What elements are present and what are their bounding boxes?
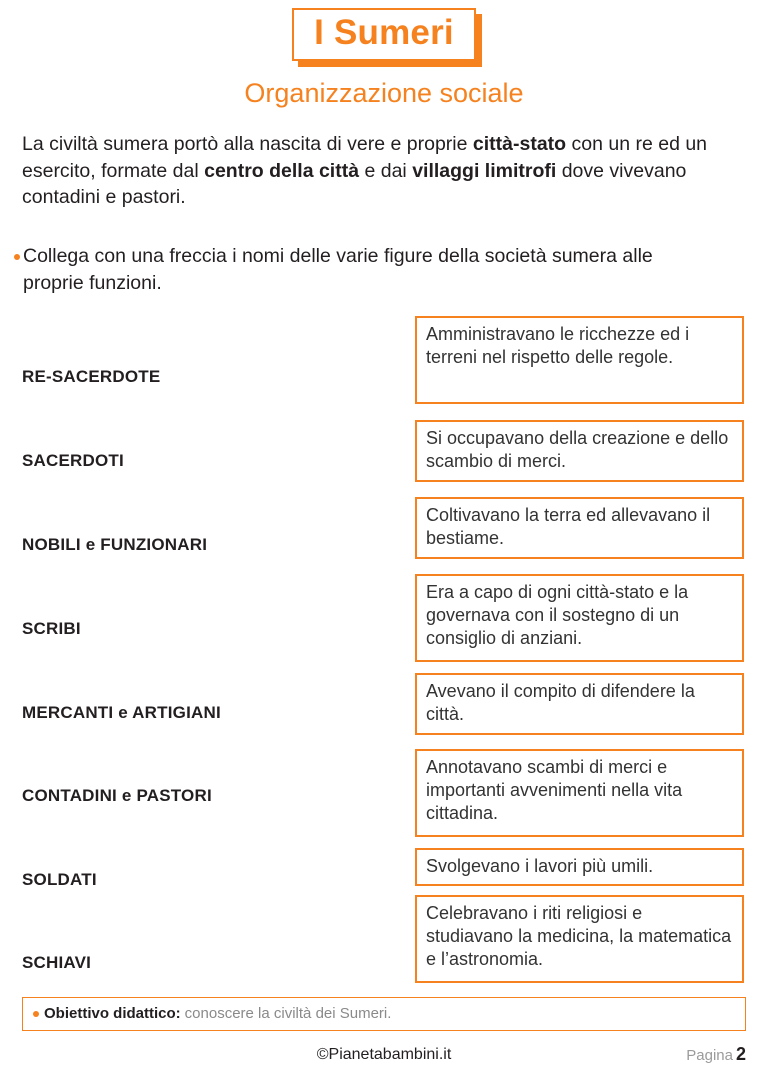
objective-label: Obiettivo didattico: bbox=[44, 1005, 181, 1022]
definition-box[interactable]: Celebravano i riti religiosi e studiavano la medicina, la matematica e l’astronomia. bbox=[415, 895, 744, 983]
page-number: 2 bbox=[735, 1044, 746, 1064]
intro-paragraph bbox=[22, 131, 748, 211]
term-label[interactable]: SACERDOTI bbox=[22, 451, 124, 470]
matching-exercise bbox=[0, 312, 768, 980]
intro-text: e dai bbox=[359, 159, 413, 182]
instruction-text: Collega con una freccia i nomi delle varie figure della società sumera alle proprie funzioni. bbox=[23, 245, 653, 294]
term-label[interactable]: RE-SACERDOTE bbox=[22, 367, 161, 386]
term-label[interactable]: SCHIAVI bbox=[22, 953, 92, 972]
intro-text: dove vivevano contadini e pastori. bbox=[22, 159, 687, 209]
term-label[interactable]: MERCANTI e ARTIGIANI bbox=[22, 703, 221, 722]
bullet-dot-icon bbox=[14, 254, 20, 260]
definition-box[interactable]: Amministravano le ricchezze ed i terreni nel rispetto delle regole. bbox=[415, 316, 744, 404]
page-subtitle: Organizzazione sociale bbox=[244, 78, 524, 108]
intro-emphasis: centro della città bbox=[204, 159, 360, 182]
definition-box[interactable]: Svolgevano i lavori più umili. bbox=[415, 848, 744, 886]
copyright-notice: ©Pianetabambini.it bbox=[316, 1046, 452, 1063]
title-box bbox=[292, 8, 476, 61]
term-label[interactable]: NOBILI e FUNZIONARI bbox=[22, 535, 208, 554]
instruction-row bbox=[14, 243, 714, 296]
definition-box[interactable]: Era a capo di ogni città-stato e la governava con il sostegno di un consiglio di anziani. bbox=[415, 574, 744, 662]
definition-box[interactable]: Avevano il compito di difendere la città. bbox=[415, 673, 744, 735]
page-indicator bbox=[686, 1044, 746, 1065]
bullet-dot-icon bbox=[33, 1011, 39, 1017]
intro-emphasis: villaggi limitrofi bbox=[412, 159, 557, 182]
term-label[interactable]: SOLDATI bbox=[22, 870, 97, 889]
term-label[interactable]: CONTADINI e PASTORI bbox=[22, 786, 212, 805]
term-label[interactable]: SCRIBI bbox=[22, 619, 81, 638]
definition-box[interactable]: Coltivavano la terra ed allevavano il bestiame. bbox=[415, 497, 744, 559]
title-box-wrapper bbox=[292, 8, 476, 61]
page-header bbox=[0, 8, 768, 61]
intro-text: con un re ed un esercito, formate dal bbox=[22, 133, 708, 182]
intro-emphasis: città-stato bbox=[472, 133, 567, 155]
objective-box bbox=[22, 997, 746, 1031]
page-label: Pagina bbox=[686, 1047, 733, 1064]
objective-text: conoscere la civiltà dei Sumeri. bbox=[184, 1005, 392, 1022]
page-title: I Sumeri bbox=[314, 13, 454, 52]
definition-box[interactable]: Annotavano scambi di merci e importanti avvenimenti nella vita cittadina. bbox=[415, 749, 744, 837]
intro-text: La civiltà sumera portò alla nascita di vere e proprie bbox=[22, 133, 473, 155]
definition-box[interactable]: Si occupavano della creazione e dello scambio di merci. bbox=[415, 420, 744, 482]
